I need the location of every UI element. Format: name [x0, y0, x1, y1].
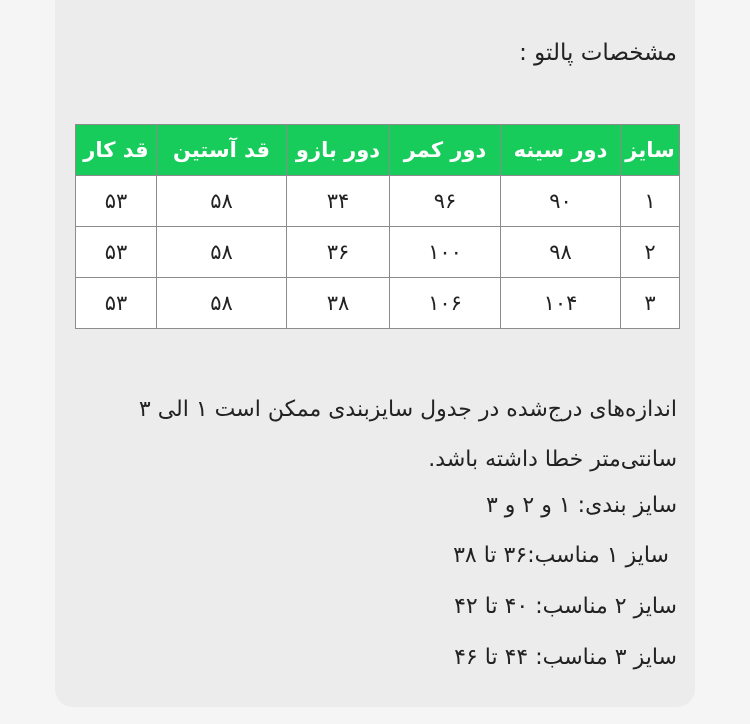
cell-length: ۵۳ — [76, 176, 157, 227]
cell-waist: ۱۰۶ — [390, 278, 501, 329]
cell-chest: ۹۰ — [501, 176, 621, 227]
header-arm: دور بازو — [287, 125, 390, 176]
header-chest: دور سینه — [501, 125, 621, 176]
cell-sleeve-length: ۵۸ — [157, 176, 287, 227]
cell-chest: ۱۰۴ — [501, 278, 621, 329]
size-2-fit-line: سایز ۲ مناسب: ۴۰ تا ۴۲ — [454, 594, 677, 619]
cell-arm: ۳۶ — [287, 227, 390, 278]
cell-size: ۱ — [621, 176, 680, 227]
header-waist: دور کمر — [390, 125, 501, 176]
cell-size: ۲ — [621, 227, 680, 278]
cell-sleeve-length: ۵۸ — [157, 278, 287, 329]
cell-waist: ۹۶ — [390, 176, 501, 227]
cell-arm: ۳۴ — [287, 176, 390, 227]
cell-arm: ۳۸ — [287, 278, 390, 329]
header-size: سایز — [621, 125, 680, 176]
table-row — [76, 227, 680, 278]
cell-size: ۳ — [621, 278, 680, 329]
tolerance-note: اندازه‌های درج‌شده در جدول سایزبندی ممکن است ۱ الی ۳ سانتی‌متر خطا داشته باشد. — [138, 397, 677, 472]
table-row — [76, 278, 680, 329]
table-row — [76, 176, 680, 227]
header-length: قد کار — [76, 125, 157, 176]
cell-length: ۵۳ — [76, 227, 157, 278]
size-table-header-row — [76, 125, 680, 176]
size-table — [75, 124, 680, 329]
size-3-fit-line: سایز ۳ مناسب: ۴۴ تا ۴۶ — [454, 645, 677, 670]
size-range-line: سایز بندی: ۱ و ۲ و ۳ — [485, 493, 677, 518]
cell-chest: ۹۸ — [501, 227, 621, 278]
size-1-fit-line: سایز ۱ مناسب:۳۶ تا ۳۸ — [453, 543, 669, 568]
cell-waist: ۱۰۰ — [390, 227, 501, 278]
header-sleeve-length: قد آستین — [157, 125, 287, 176]
spec-heading: مشخصات پالتو : — [519, 40, 677, 66]
cell-length: ۵۳ — [76, 278, 157, 329]
cell-sleeve-length: ۵۸ — [157, 227, 287, 278]
